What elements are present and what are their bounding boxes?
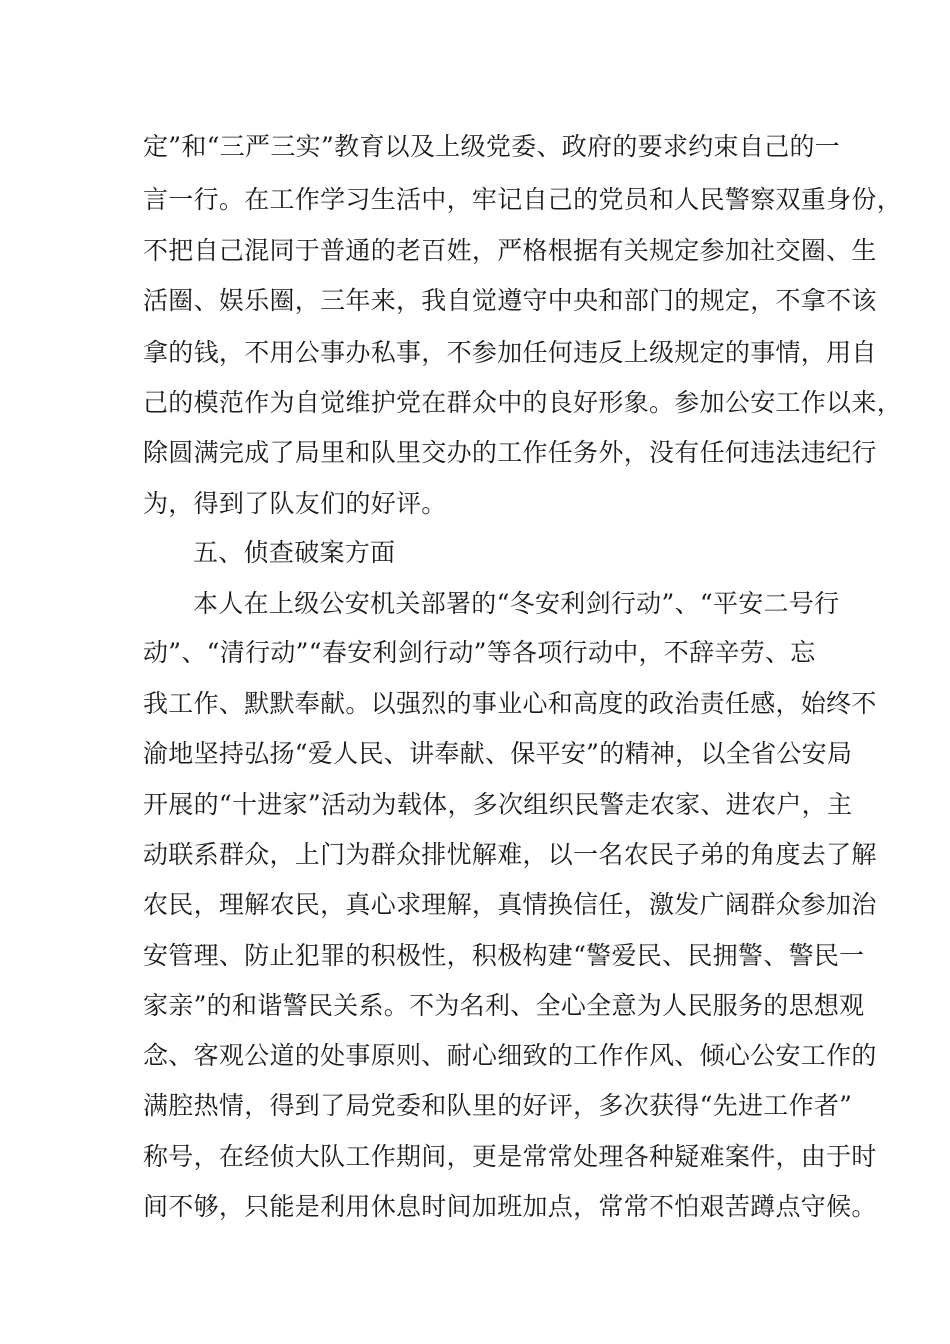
text-line: 我工作、默默奉献。以强烈的事业心和高度的政治责任感，始终不 (143, 689, 877, 718)
text-line: 本人在上级公安机关部署的“冬安利剑行动”、“平安二号行 (193, 589, 840, 618)
text-line: 家亲”的和谐警民关系。不为名利、全心全意为人民服务的思想观 (143, 991, 865, 1020)
text-line: 除圆满完成了局里和队里交办的工作任务外，没有任何违法违纪行 (143, 438, 877, 467)
text-line: 己的模范作为自觉维护党在群众中的良好形象。参加公安工作以来， (143, 388, 903, 417)
text-line: 满腔热情，得到了局党委和队里的好评，多次获得“先进工作者” (143, 1091, 853, 1120)
text-line: 称号，在经侦大队工作期间，更是常常处理各种疑难案件，由于时 (143, 1142, 877, 1171)
text-line: 活圈、娱乐圈，三年来，我自觉遵守中央和部门的规定，不拿不该 (143, 286, 877, 315)
text-line: 开展的“十进家”活动为载体，多次组织民警走农家、进农户，主 (143, 790, 853, 819)
text-line: 为，得到了队友们的好评。 (143, 489, 447, 518)
text-line: 安管理、防止犯罪的积极性，积极构建“警爱民、民拥警、警民一 (143, 941, 865, 970)
text-line: 拿的钱，不用公事办私事，不参加任何违反上级规定的事情，用自 (143, 338, 877, 367)
text-line: 动联系群众，上门为群众排忧解难，以一名农民子弟的角度去了解 (143, 840, 877, 869)
text-line: 念、客观公道的处事原则、耐心细致的工作作风、倾心公安工作的 (143, 1041, 877, 1070)
text-line: 间不够，只能是利用休息时间加班加点，常常不怕艰苦蹲点守候。 (143, 1192, 877, 1221)
text-line: 言一行。在工作学习生活中，牢记自己的党员和人民警察双重身份， (143, 185, 903, 214)
text-line: 不把自己混同于普通的老百姓，严格根据有关规定参加社交圈、生 (143, 236, 877, 265)
text-line: 农民，理解农民，真心求理解，真情换信任，激发广阔群众参加治 (143, 890, 877, 919)
text-line: 动”、“清行动”“春安利剑行动”等各项行动中，不辞辛劳、忘 (143, 638, 816, 667)
text-line: 定”和“三严三实”教育以及上级党委、政府的要求约束自己的一 (143, 132, 841, 161)
section-heading: 五、侦查破案方面 (193, 538, 396, 567)
text-line: 渝地坚持弘扬“爱人民、讲奉献、保平安”的精神，以全省公安局 (143, 739, 853, 768)
